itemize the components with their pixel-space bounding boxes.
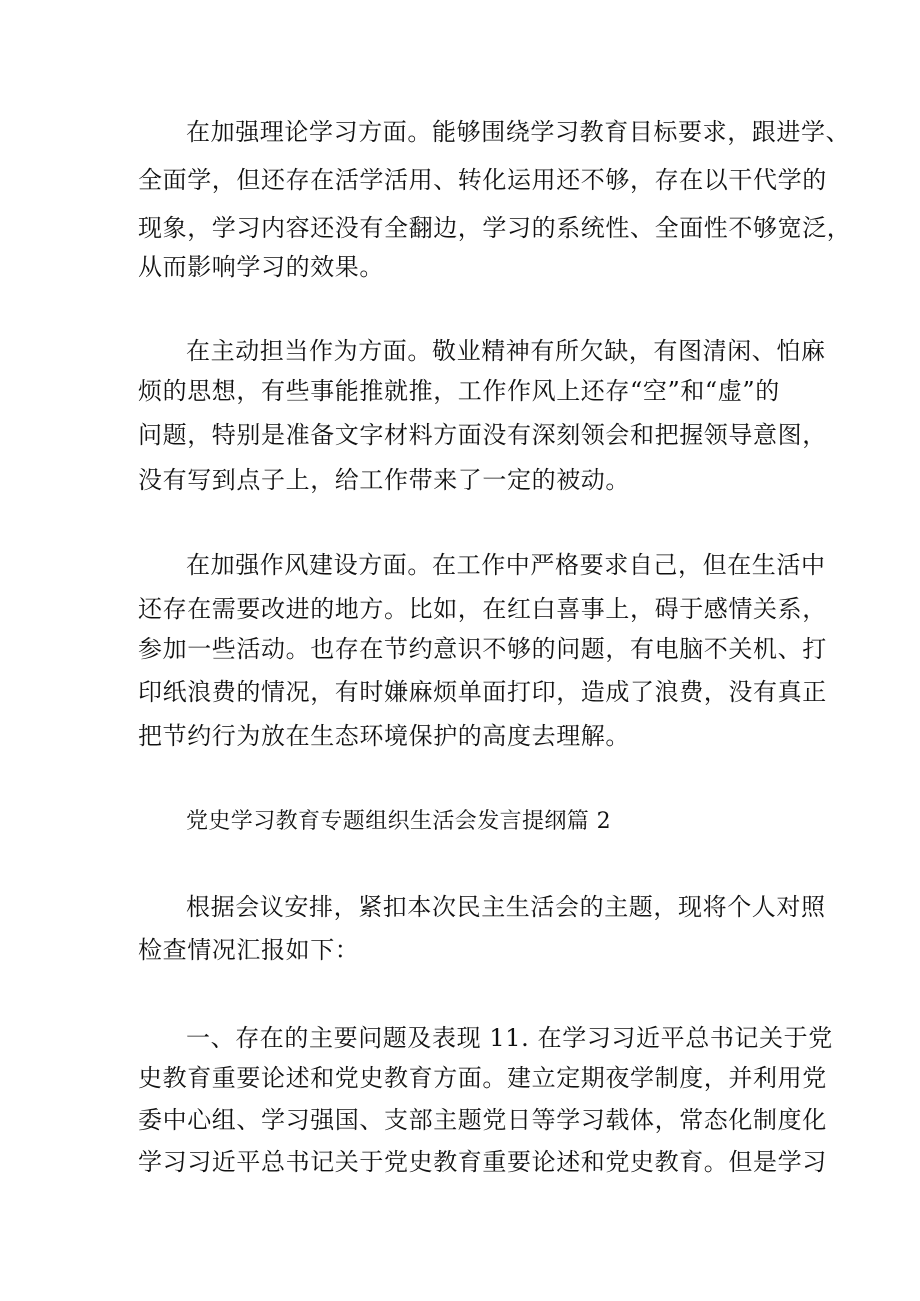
paragraph-line: 一、存在的主要问题及表现 11. 在学习习近平总书记关于党 (186, 1024, 833, 1052)
paragraph-line: 从而影响学习的效果。 (138, 253, 384, 281)
paragraph-line: 在加强作风建设方面。在工作中严格要求自己，但在生活中 (186, 551, 826, 579)
paragraph-line: 学习习近平总书记关于党史教育重要论述和党史教育。但是学习 (138, 1148, 827, 1176)
paragraph-line: 在加强理论学习方面。能够围绕学习教育目标要求，跟进学、 (186, 118, 851, 146)
paragraph-line: 根据会议安排，紧扣本次民主生活会的主题，现将个人对照 (186, 893, 826, 921)
section-heading: 党史学习教育专题组织生活会发言提纲篇 2 (186, 809, 611, 834)
paragraph-line: 没有写到点子上，给工作带来了一定的被动。 (138, 466, 630, 494)
paragraph-line: 在主动担当作为方面。敬业精神有所欠缺，有图清闲、怕麻 (186, 337, 826, 365)
paragraph-line: 问题，特别是准备文字材料方面没有深刻领会和把握领导意图， (138, 421, 827, 449)
paragraph-line: 委中心组、学习强国、支部主题党日等学习载体，常态化制度化 (138, 1106, 827, 1134)
paragraph-line: 检查情况汇报如下： (138, 936, 360, 964)
paragraph-line: 全面学，但还存在活学活用、转化运用还不够，存在以干代学的 (138, 166, 827, 194)
paragraph-line: 把节约行为放在生态环境保护的高度去理解。 (138, 722, 630, 750)
paragraph-line: 现象，学习内容还没有全翻边，学习的系统性、全面性不够宽泛， (138, 214, 852, 242)
paragraph-line: 参加一些活动。也存在节约意识不够的问题，有电脑不关机、打 (138, 635, 827, 663)
paragraph-line: 烦的思想，有些事能推就推，工作作风上还存“空”和“虚”的 (138, 377, 780, 405)
paragraph-line: 印纸浪费的情况，有时嫌麻烦单面打印，造成了浪费，没有真正 (138, 678, 827, 706)
paragraph-line: 史教育重要论述和党史教育方面。建立定期夜学制度，并利用党 (138, 1064, 827, 1092)
paragraph-line: 还存在需要改进的地方。比如，在红白喜事上，碍于感情关系， (138, 595, 827, 623)
